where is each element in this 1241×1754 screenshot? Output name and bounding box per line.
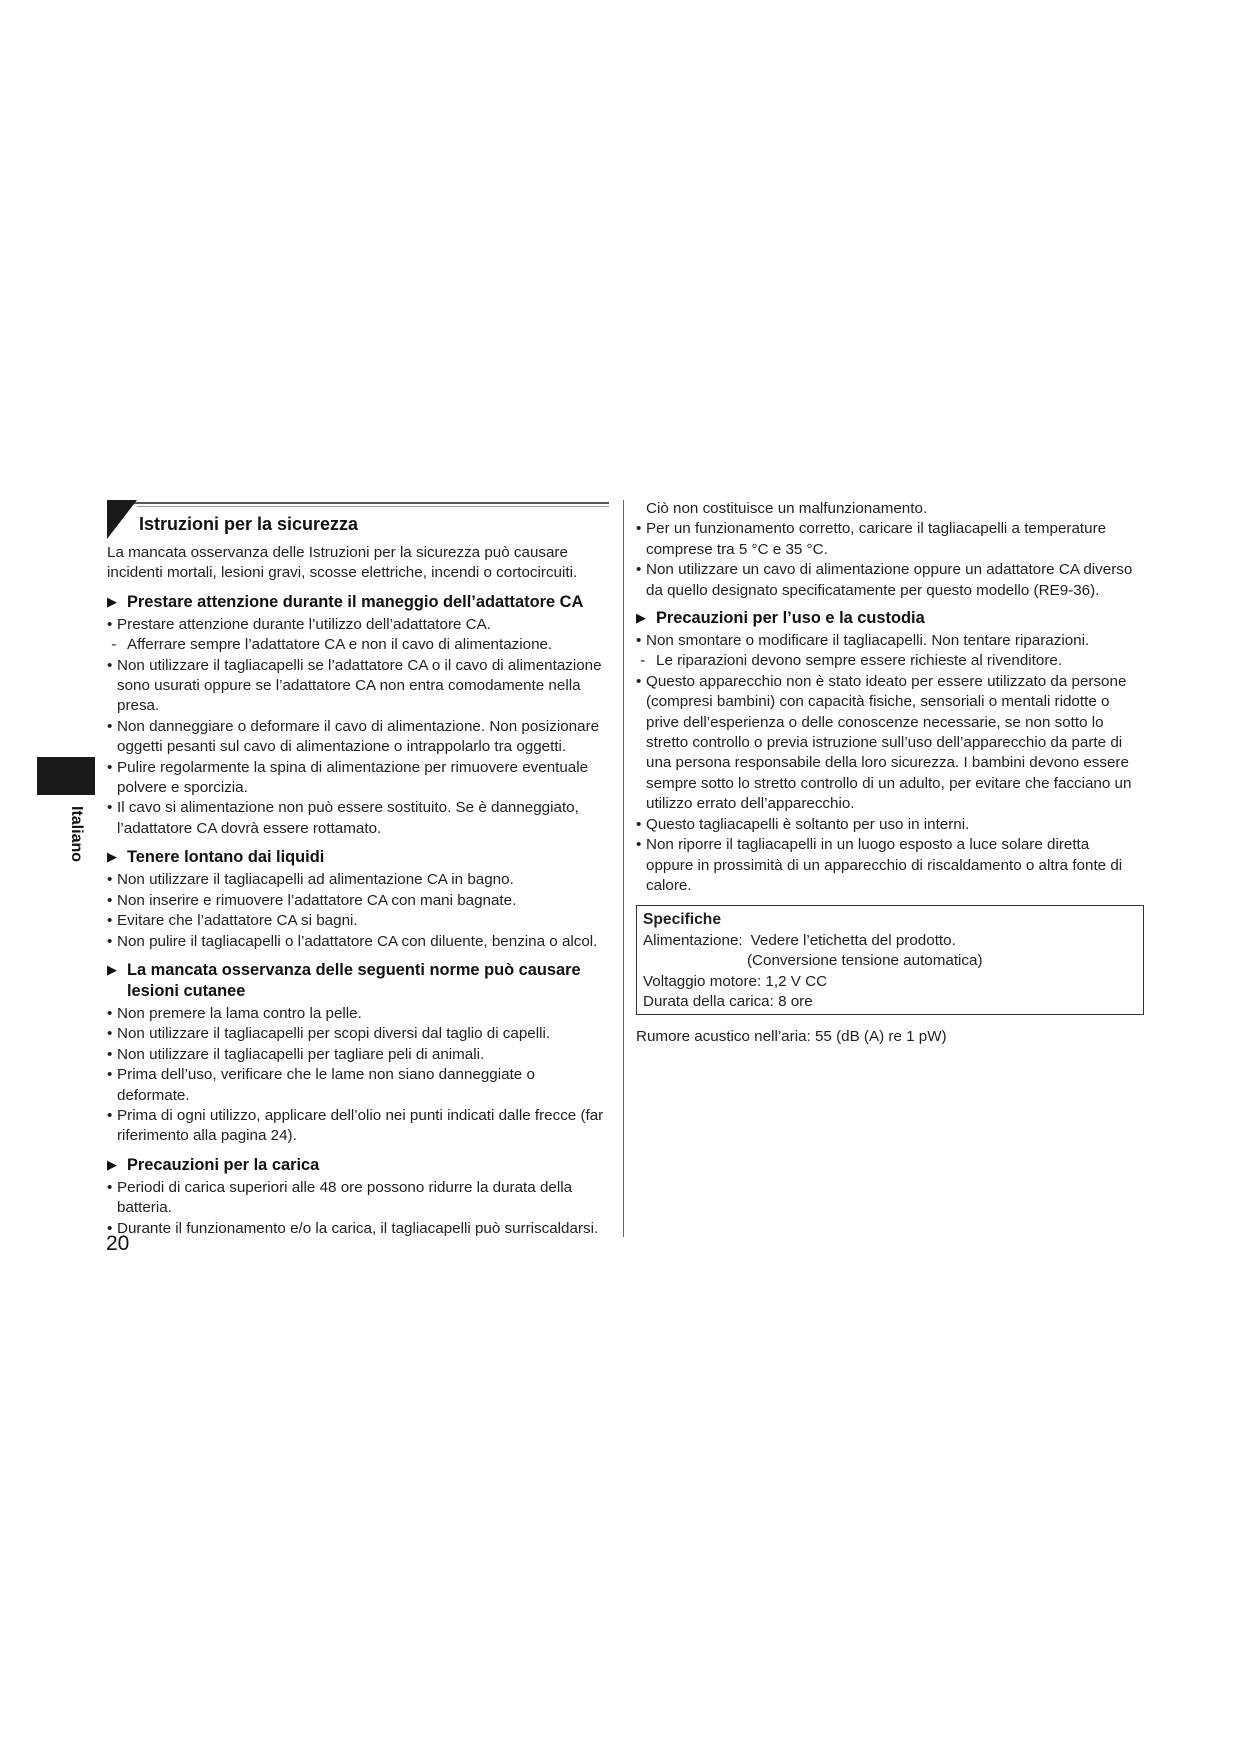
continuation-text: Ciò non costituisce un malfunzionamento. xyxy=(646,500,928,517)
section-title-bar xyxy=(107,500,609,539)
list-item xyxy=(107,932,609,952)
list-item xyxy=(107,1004,609,1024)
section-list xyxy=(107,870,609,952)
list-item-text: Periodi di carica superiori alle 48 ore possono ridurre la durata della batteria. xyxy=(117,1178,573,1217)
bullet-icon: • xyxy=(636,836,642,854)
list-item-text: Prima di ogni utilizzo, applicare dell’olio nei punti indicati dalle frecce (far riferimento alla pagina 24). xyxy=(117,1106,604,1145)
title-rule xyxy=(107,502,609,504)
page-number: 20 xyxy=(106,1232,130,1255)
arrow-right-icon: ▶ xyxy=(107,849,117,865)
list-item-text: Non premere la lama contro la pelle. xyxy=(117,1004,362,1022)
list-item xyxy=(107,656,609,717)
spec-charge-time: Durata della carica: 8 ore xyxy=(643,992,813,1010)
bullet-icon: • xyxy=(107,891,113,909)
list-item-text: Non utilizzare il tagliacapelli per scopi diversi dal taglio di capelli. xyxy=(117,1025,551,1043)
language-tab-marker xyxy=(37,757,95,795)
list-item xyxy=(636,835,1136,896)
bullet-icon: • xyxy=(107,932,113,950)
spec-motor-voltage: Voltaggio motore: 1,2 V CC xyxy=(643,972,828,990)
list-item-text: Le riparazioni devono sempre essere richieste al rivenditore. xyxy=(656,652,1063,670)
arrow-right-icon: ▶ xyxy=(107,1156,117,1172)
bullet-icon: • xyxy=(107,1025,113,1043)
list-item-text: Questo apparecchio non è stato ideato per essere utilizzato da persone (compresi bambini) con capacità fisiche, sensoriali o mentali ridotte o prive dell’esperienza o delle conoscenze necessarie, se non sotto lo stretto controllo o previa istruzione sull’uso dell’apparecchio da parte di una persona responsabile della loro sicurezza. I bambini devono essere sempre sotto lo stretto controllo di un adulto, per evitare che facciano un utilizzo errato dell’apparecchio. xyxy=(646,672,1132,813)
acoustic-noise: Rumore acustico nell’aria: 55 (dB (A) re 1 pW) xyxy=(636,1028,947,1046)
list-item xyxy=(636,672,1136,815)
bullet-icon: • xyxy=(107,799,113,817)
list-item-text: Non pulire il tagliacapelli o l’adattatore CA con diluente, benzina o alcol. xyxy=(117,932,598,950)
list-item xyxy=(107,1178,609,1219)
bullet-icon: • xyxy=(107,871,113,889)
list-item xyxy=(636,519,1136,560)
list-item-text: Pulire regolarmente la spina di alimentazione per rimuovere eventuale polvere e sporcizia. xyxy=(117,758,589,797)
specifications-box xyxy=(636,905,1144,1015)
section-heading-text: La mancata osservanza delle seguenti norme può causare lesioni cutanee xyxy=(127,960,581,1000)
bullet-icon: • xyxy=(107,912,113,930)
safety-intro: La mancata osservanza delle Istruzioni per la sicurezza può causare incidenti mortali, lesioni gravi, scosse elettriche, incendi o cortocircuiti. xyxy=(107,544,578,582)
spec-power-row xyxy=(643,931,1137,951)
section-heading xyxy=(107,1154,609,1176)
arrow-right-icon: ▶ xyxy=(107,961,117,977)
bullet-icon: • xyxy=(107,1219,113,1237)
section-heading xyxy=(636,607,1136,629)
specs-title: Specifiche xyxy=(643,911,721,929)
title-rule-thin xyxy=(137,506,609,507)
bullet-icon: • xyxy=(107,1106,113,1124)
left-sections xyxy=(107,591,609,1239)
list-item-text: Durante il funzionamento e/o la carica, il tagliacapelli può surriscaldarsi. xyxy=(117,1219,599,1237)
spec-power-note: (Conversione tensione automatica) xyxy=(747,952,983,970)
bullet-icon: • xyxy=(107,758,113,776)
right-column xyxy=(636,499,1136,1048)
section-heading-text: Prestare attenzione durante il maneggio dell’adattatore CA xyxy=(127,592,584,611)
list-item-text: Non utilizzare un cavo di alimentazione oppure un adattatore CA diverso da quello designato specificatamente per questo modello (RE9-36). xyxy=(646,561,1133,599)
list-item-text: Afferrare sempre l’adattatore CA e non il cavo di alimentazione. xyxy=(127,636,553,654)
right-section xyxy=(636,607,1136,896)
section-heading xyxy=(107,846,609,868)
list-item xyxy=(107,1065,609,1106)
bullet-icon: • xyxy=(636,815,642,833)
list-item-text: Prestare attenzione durante l’utilizzo dell’adattatore CA. xyxy=(117,615,491,633)
list-item-text: Questo tagliacapelli è soltanto per uso in interni. xyxy=(646,815,970,833)
list-item xyxy=(107,1106,609,1147)
list-item-text: Per un funzionamento corretto, caricare il tagliacapelli a temperature comprese tra 5 °C e 35 °C. xyxy=(646,520,1107,558)
list-subitem xyxy=(636,651,1136,671)
list-item-text: Non danneggiare o deformare il cavo di alimentazione. Non posizionare oggetti pesanti sul cavo di alimentazione o intrappolarlo tra oggetti. xyxy=(117,717,600,756)
list-item-text: Non utilizzare il tagliacapelli se l’adattatore CA o il cavo di alimentazione sono usurati oppure se l’adattatore CA non entra comodamente nella presa. xyxy=(117,656,602,715)
page-title: Istruzioni per la sicurezza xyxy=(139,514,359,534)
list-item xyxy=(107,1045,609,1065)
list-item xyxy=(107,717,609,758)
bullet-icon: • xyxy=(107,1178,113,1196)
bullet-icon: • xyxy=(636,632,642,650)
section-list xyxy=(636,631,1136,896)
list-item xyxy=(107,870,609,890)
spec-power-label: Alimentazione: xyxy=(643,931,743,949)
bullet-icon: • xyxy=(636,672,642,690)
list-item-text: Non inserire e rimuovere l’adattatore CA con mani bagnate. xyxy=(117,891,517,909)
list-item xyxy=(107,758,609,799)
bullet-icon: • xyxy=(636,520,642,538)
section-list xyxy=(107,1004,609,1147)
arrow-right-icon: ▶ xyxy=(636,610,646,626)
section-heading-text: Tenere lontano dai liquidi xyxy=(127,848,325,867)
list-item-text: Il cavo si alimentazione non può essere sostituito. Se è danneggiato, l’adattatore CA dovrà essere rottamato. xyxy=(117,799,579,837)
left-column xyxy=(107,500,609,1239)
column-divider xyxy=(623,500,624,1237)
dash-icon: - xyxy=(636,652,646,670)
list-item-text: Evitare che l’adattatore CA si bagni. xyxy=(117,912,358,930)
list-item xyxy=(107,891,609,911)
title-triangle-icon xyxy=(107,500,137,539)
section-list xyxy=(107,1178,609,1239)
bullet-icon: • xyxy=(107,1004,113,1022)
list-item-text: Non utilizzare il tagliacapelli per tagliare peli di animali. xyxy=(117,1045,485,1063)
list-item xyxy=(107,1219,609,1239)
bullet-icon: • xyxy=(107,717,113,735)
list-item xyxy=(636,631,1136,651)
list-item xyxy=(107,615,609,635)
list-subitem xyxy=(107,635,609,655)
bullet-icon: • xyxy=(107,1045,113,1063)
list-item xyxy=(107,798,609,839)
bullet-icon: • xyxy=(107,1066,113,1084)
section-heading xyxy=(107,959,609,1002)
list-item xyxy=(636,560,1136,601)
list-item xyxy=(636,815,1136,835)
list-item-text: Non utilizzare il tagliacapelli ad alimentazione CA in bagno. xyxy=(117,871,514,889)
spec-power-value: Vedere l’etichetta del prodotto. xyxy=(750,931,956,949)
list-item-text: Non smontare o modificare il tagliacapelli. Non tentare riparazioni. xyxy=(646,632,1090,650)
bullet-icon: • xyxy=(636,561,642,579)
list-item-text: Non riporre il tagliacapelli in un luogo esposto a luce solare diretta oppure in prossimità di un apparecchio di riscaldamento o altra fonte di calore. xyxy=(646,836,1123,894)
language-side-label: Italiano xyxy=(68,806,85,863)
dash-icon: - xyxy=(107,636,117,654)
list-item-text: Prima dell’uso, verificare che le lame non siano danneggiate o deformate. xyxy=(117,1066,535,1104)
list-item xyxy=(107,911,609,931)
right-top-list xyxy=(636,519,1136,601)
section-list xyxy=(107,615,609,839)
section-heading xyxy=(107,591,609,613)
list-item xyxy=(107,1024,609,1044)
section-heading-text: Precauzioni per la carica xyxy=(127,1155,320,1174)
arrow-right-icon: ▶ xyxy=(107,593,117,609)
bullet-icon: • xyxy=(107,656,113,674)
bullet-icon: • xyxy=(107,615,113,633)
section-heading-text: Precauzioni per l’uso e la custodia xyxy=(656,609,925,628)
